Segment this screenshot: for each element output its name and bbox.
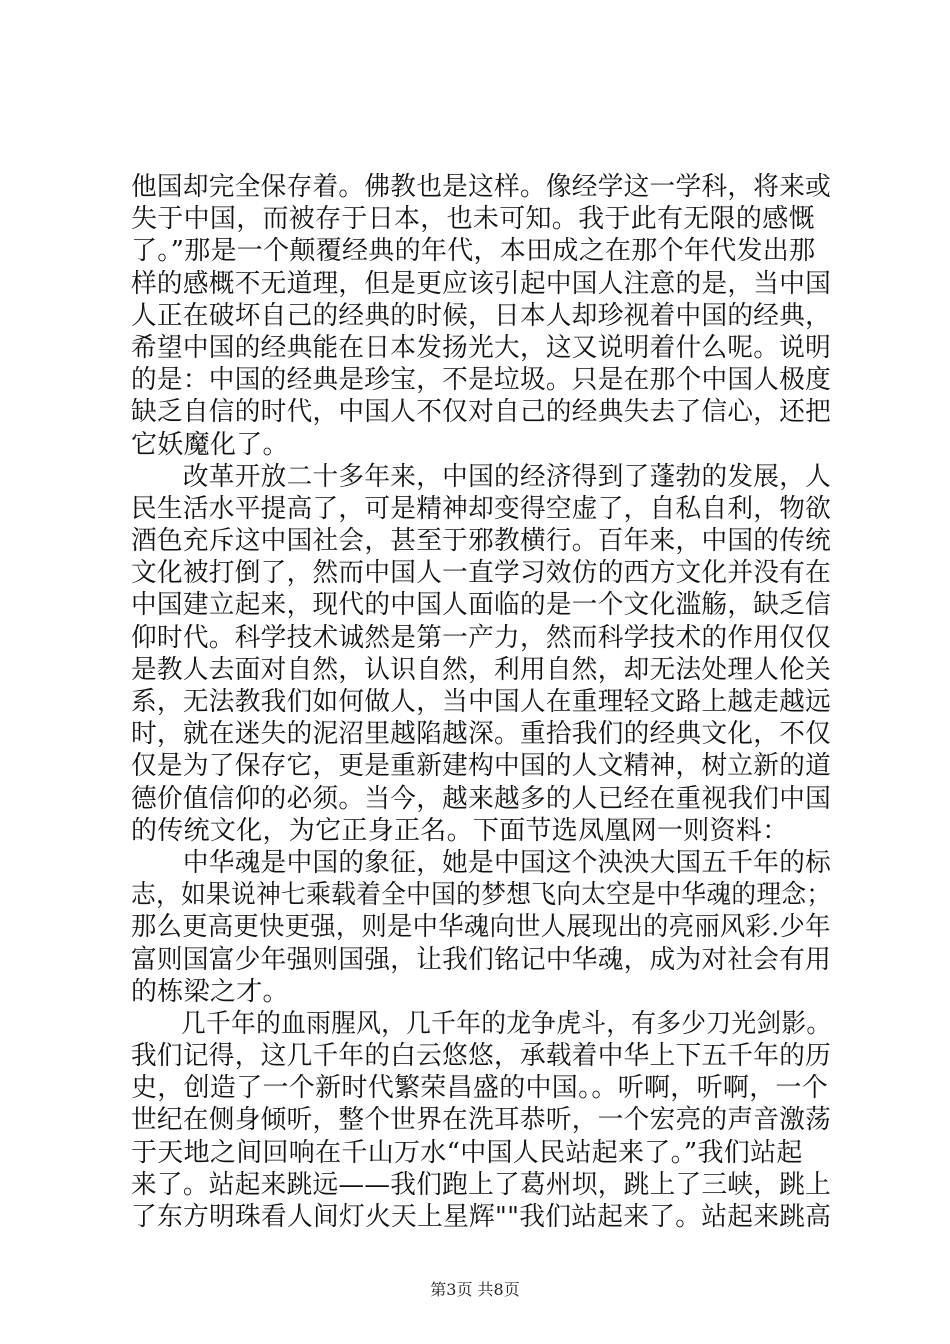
text-line: 我们记得，这几千年的白云悠悠，承载着中华上下五千年的历: [131, 1041, 832, 1072]
text-line: 是教人去面对自然，认识自然，利用自然，却无法处理人伦关: [131, 654, 832, 685]
paragraph-2: [131, 461, 831, 847]
text-line: 缺乏自信的时代，中国人不仅对自己的经典失去了信心，还把: [131, 397, 832, 428]
text-line: 来了。站起来跳远——我们跑上了葛州坝，跳上了三峡，跳上: [131, 1169, 832, 1200]
text-line: 史，创造了一个新时代繁荣昌盛的中国。。听啊，听啊，一个: [131, 1073, 829, 1104]
text-line: 德价值信仰的必须。当今，越来越多的人已经在重视我们中国: [131, 783, 832, 814]
text-line: 样的感概不无道理，但是更应该引起中国人注意的是，当中国: [131, 268, 832, 299]
paragraph-3: [131, 847, 831, 1008]
text-line: 于天地之间回响在千山万水“中国人民站起来了。”我们站起: [131, 1137, 803, 1168]
text-line: 中华魂是中国的象征，她是中国这个泱泱大国五千年的标: [131, 847, 832, 878]
text-line: 几千年的血雨腥风，几千年的龙争虎斗，有多少刀光剑影。: [131, 1008, 832, 1039]
text-line: 民生活水平提高了，可是精神却变得空虚了，自私自利，物欲: [131, 493, 832, 524]
text-line: 失于中国，而被存于日本，也未可知。我于此有无限的感慨: [131, 204, 815, 235]
text-line: 富则国富少年强则国强，让我们铭记中华魂，成为对社会有用: [131, 944, 832, 975]
text-line: 系，无法教我们如何做人，当中国人在重理轻文路上越走越远: [131, 687, 832, 717]
text-line: 文化被打倒了，然而中国人一直学习效仿的西方文化并没有在: [131, 558, 832, 589]
page-number-footer: 第3页 共8页: [430, 1280, 520, 1299]
paragraph-4: [131, 1008, 831, 1233]
text-line: 它妖魔化了。: [131, 429, 289, 460]
text-line: 那么更高更快更强，则是中华魂向世人展现出的亮丽风彩.少年: [131, 912, 831, 943]
text-line: 的传统文化，为它正身正名。下面节选凤凰网一则资料：: [131, 815, 789, 846]
text-line: 世纪在侧身倾听，整个世界在洗耳恭听，一个宏亮的声音激荡: [131, 1105, 832, 1136]
text-line: 志，如果说神七乘载着全中国的梦想飞向太空是中华魂的理念；: [131, 880, 832, 911]
text-line: 仰时代。科学技术诚然是第一产力，然而科学技术的作用仅仅: [131, 622, 832, 653]
paragraph-1: [131, 171, 831, 461]
text-line: 了东方明珠看人间灯火天上星辉""我们站起来了。站起来跳高: [131, 1202, 832, 1232]
text-line: 酒色充斥这中国社会，甚至于邪教横行。百年来，中国的传统: [131, 526, 832, 557]
text-line: 的栋梁之才。: [131, 976, 289, 1007]
text-line: 中国建立起来，现代的中国人面临的是一个文化滥觞，缺乏信: [131, 590, 832, 621]
document-body: [131, 171, 831, 1233]
text-line: 时，就在迷失的泥沼里越陷越深。重拾我们的经典文化，不仅: [131, 719, 832, 750]
text-line: 他国却完全保存着。佛教也是这样。像经学这一学科，将来或: [131, 172, 832, 202]
text-line: 了。”那是一个颠覆经典的年代，本田成之在那个年代发出那: [131, 236, 816, 267]
text-line: 希望中国的经典能在日本发扬光大，这又说明着什么呢。说明: [131, 332, 832, 363]
text-line: 人正在破坏自己的经典的时候，日本人却珍视着中国的经典，: [131, 300, 832, 331]
text-line: 的是：中国的经典是珍宝，不是垃圾。只是在那个中国人极度: [131, 365, 832, 396]
text-line: 改革开放二十多年来，中国的经济得到了蓬勃的发展，人: [131, 461, 832, 492]
text-line: 仅是为了保存它，更是重新建构中国的人文精神，树立新的道: [131, 751, 832, 782]
